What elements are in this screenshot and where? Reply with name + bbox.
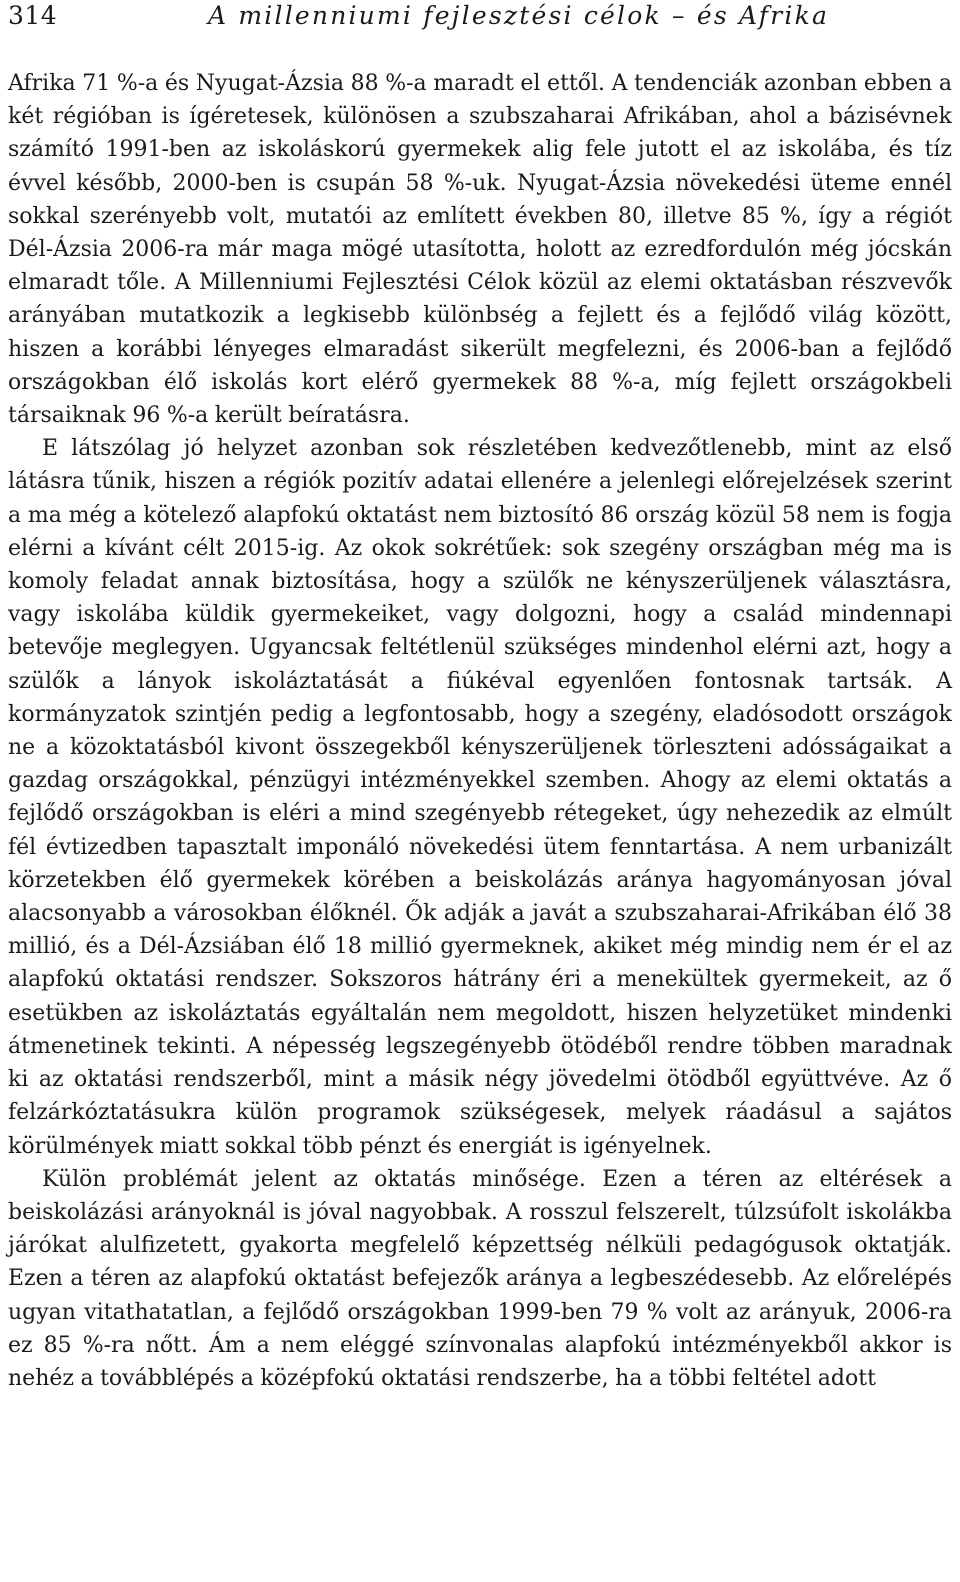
paragraph-1: Afrika 71 %-a és Nyugat-Ázsia 88 %-a maradt el ettől. A tendenciák azonban ebben a két régióban is ígéretesek, különösen a szubszaharai Afrikában, ahol a bázisévnek számító 1991-ben az iskoláskorú gyermekek alig fele jutott el az iskolába, és tíz évvel később, 2000-ben is csupán 58 %-uk. Nyugat-Ázsia növekedési üteme ennél sokkal szerényebb volt, mutatói az említett években 80, illetve 85 %, így a régiót Dél-Ázsia 2006-ra már maga mögé utasította, holott az ezredfordulón még jócskán elmaradt tőle. A Millenniumi Fejlesztési Célok közül az elemi oktatásban részvevők arányában mutatkozik a legkisebb különbség a fejlett és a fejlődő világ között, hiszen a korábbi lényeges elmaradást sikerült megfelezni, és 2006-ban a fejlődő országokban élő iskolás kort elérő gyermekek 88 %-a, míg fejlett országokbeli társaiknak 96 %-a került beíratásra.	[8, 71, 952, 429]
page-number: 314	[8, 1, 58, 30]
body-text	[8, 67, 952, 1395]
paragraph-2: E látszólag jó helyzet azonban sok részletében kedvezőtlenebb, mint az első látásra tűnik, hiszen a régiók pozitív adatai ellenére a jelenlegi előrejelzések szerint a ma még a kötelező alapfokú oktatást nem biztosító 86 ország közül 58 nem is fogja elérni a kívánt célt 2015-ig. Az okok sokrétűek: sok szegény országban még ma is komoly feladat annak biztosítása, hogy a szülők ne kényszerüljenek választásra, vagy iskolába küldik gyermekeiket, vagy dolgozni, hogy a család mindennapi betevője meglegyen. Ugyancsak feltétlenül szükséges mindenhol elérni azt, hogy a szülők a lányok iskoláztatását a fiúkéval egyenlően fontosnak tartsák. A kormányzatok szintjén pedig a legfontosabb, hogy a szegény, eladósodott országok ne a közoktatásból kivont összegekből kényszerüljenek törleszteni adósságaikat a gazdag országokkal, pénzügyi intézményekkel szemben. Ahogy az elemi oktatás a fejlődő országokban is eléri a mind szegényebb rétegeket, úgy nehezedik az elmúlt fél évtizedben tapasztalt imponáló növekedési ütem fenntartása. A nem urbanizált körzetekben élő gyermekek körében a beiskolázás aránya hagyományosan jóval alacsonyabb a városokban élőknél. Ők adják a javát a szubszaharai-Afrikában élő 38 millió, és a Dél-Ázsiában élő 18 millió gyermeknek, akiket még mindig nem ér el az alapfokú oktatási rendszer. Sokszoros hátrány éri a menekültek gyermekeit, az ő esetükben az iskoláztatás egyáltalán nem megoldott, hiszen helyzetüket mindenki átmenetinek tekinti. A népesség legszegényebb ötödéből rendre többen maradnak ki az oktatási rendszerből, mint a másik négy jövedelmi ötödből együttvéve. Az ő felzárkóztatásukra külön programok szükségesek, melyek ráadásul a sajátos körülmények miatt sokkal több pénzt és energiát is igényelnek.	[8, 436, 952, 1159]
running-title: A millenniumi fejlesztési célok – és Afrika	[208, 1, 830, 30]
book-page	[8, 0, 952, 1395]
running-header	[8, 0, 952, 41]
paragraph-3: Külön problémát jelent az oktatás minősége. Ezen a téren az eltérések a beiskolázási arányoknál is jóval nagyobbak. A rosszul felszerelt, túlzsúfolt iskolákba járókat alulfizetett, gyakorta megfelelő képzettség nélküli pedagógusok oktatják. Ezen a téren az alapfokú oktatást befejezők aránya a legbeszédesebb. Az előrelépés ugyan vitathatatlan, a fejlődő országokban 1999-ben 79 % volt az arányuk, 2006-ra ez 85 %-ra nőtt. Ám a nem eléggé színvonalas alapfokú intézményekből akkor is nehéz a továbblépés a középfokú oktatási rendszerbe, ha a többi feltétel adott	[8, 1166, 952, 1391]
